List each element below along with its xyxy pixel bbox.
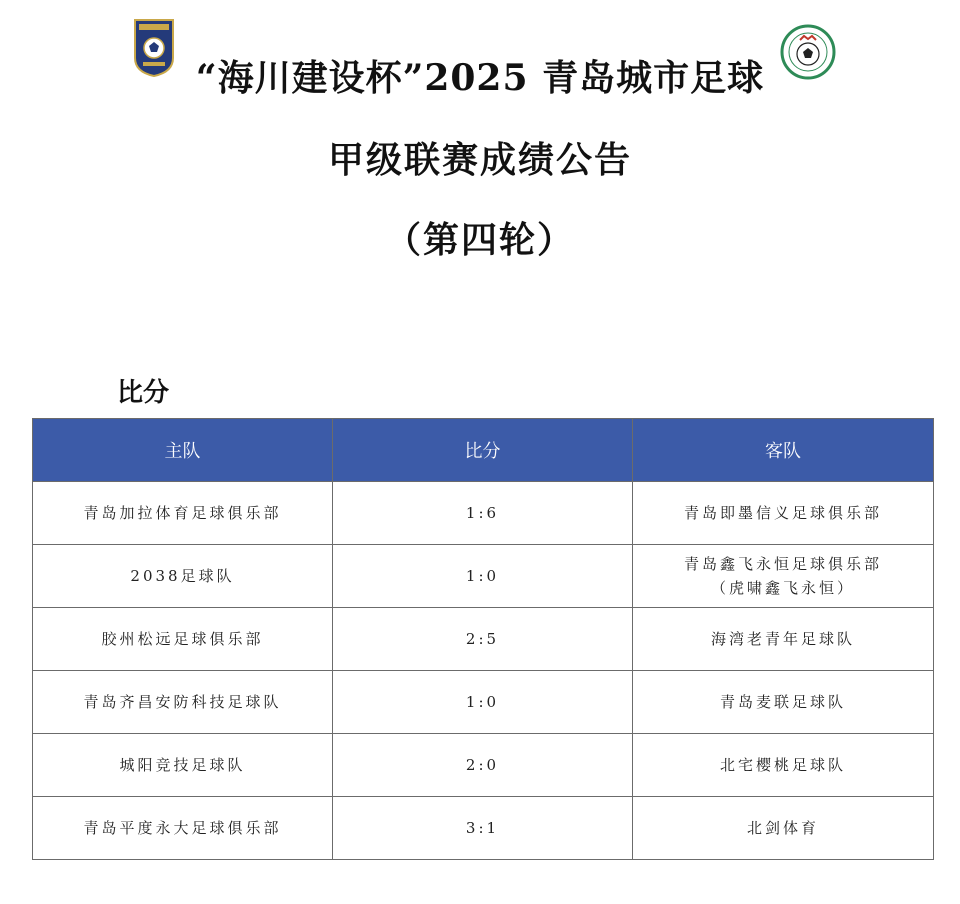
column-header-score: 比分: [333, 419, 633, 482]
away-team: 青岛鑫飞永恒足球俱乐部: [683, 555, 882, 573]
home-team: 2038足球队: [33, 545, 333, 608]
away-team: 北剑体育: [633, 797, 934, 860]
home-team: 城阳竞技足球队: [33, 734, 333, 797]
away-team: 北宅樱桃足球队: [633, 734, 934, 797]
section-label-score: 比分: [117, 378, 170, 408]
table-row: [33, 482, 934, 545]
away-team: 青岛麦联足球队: [633, 671, 934, 734]
away-team-cell: [633, 545, 934, 608]
table-row: [33, 734, 934, 797]
match-score: 2:5: [333, 608, 633, 671]
page-title-line1: “海川建设杯”2025 青岛城市足球: [195, 57, 765, 99]
match-score: 2:0: [333, 734, 633, 797]
match-score: 1:0: [333, 671, 633, 734]
match-score: 3:1: [333, 797, 633, 860]
column-header-home: 主队: [33, 419, 333, 482]
table-row: [33, 671, 934, 734]
home-team: 青岛加拉体育足球俱乐部: [33, 482, 333, 545]
round-label: （第四轮）: [384, 219, 575, 261]
home-team: 青岛平度永大足球俱乐部: [33, 797, 333, 860]
home-team: 胶州松远足球俱乐部: [33, 608, 333, 671]
page-title-line2: 甲级联赛成绩公告: [327, 139, 632, 181]
table-row: [33, 797, 934, 860]
match-score: 1:0: [333, 545, 633, 608]
table-row: [33, 545, 934, 608]
away-team: 青岛即墨信义足球俱乐部: [633, 482, 934, 545]
table-header-row: [33, 419, 934, 482]
away-team: 海湾老青年足球队: [633, 608, 934, 671]
table-row: [33, 608, 934, 671]
home-team: 青岛齐昌安防科技足球队: [33, 671, 333, 734]
results-table: [32, 418, 934, 860]
column-header-away: 客队: [633, 419, 934, 482]
match-score: 1:6: [333, 482, 633, 545]
away-team-note: （虎啸鑫飞永恒）: [710, 579, 855, 597]
